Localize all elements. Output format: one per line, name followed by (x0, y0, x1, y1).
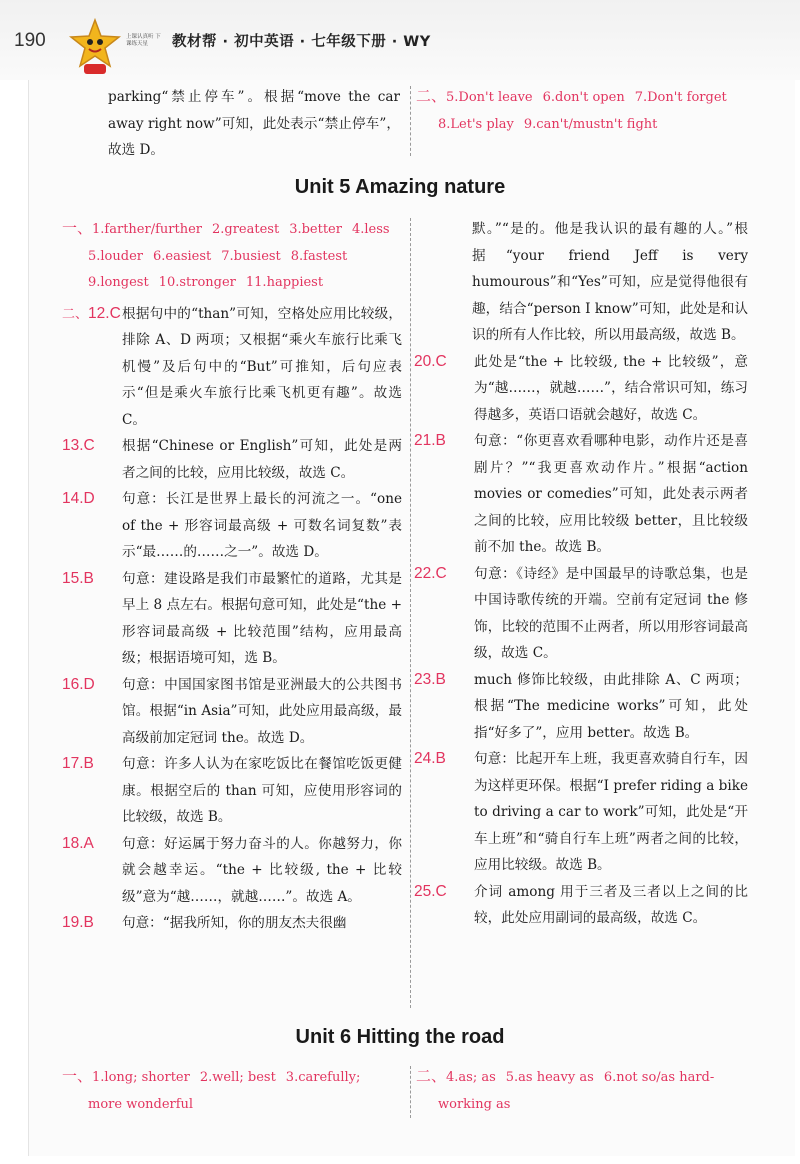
answer: 7.Don't forget (634, 90, 727, 105)
answer-item (414, 667, 748, 747)
item-number: 18.A (62, 834, 94, 852)
part-label: 一、 (62, 1068, 93, 1085)
answer-line (62, 270, 402, 297)
answer: 4.as; as (446, 1070, 496, 1085)
answer: 9.can't/mustn't fight (523, 116, 658, 132)
answer-line (62, 216, 402, 244)
answer: working as (438, 1096, 511, 1112)
answer-item (62, 672, 402, 752)
item-19-continuation: 默。”“是的。他是我认识的最有趣的人。”根据“your friend Jeff is very humourous”和“Yes”可知，应是觉得他很有趣，结合“person I know”可知，此处是和认识的所有人作比较，所以用最高级，故选 B。 (472, 221, 748, 343)
answer-item (62, 486, 402, 566)
answer-item (62, 831, 402, 911)
answer-item (414, 746, 748, 879)
answer: 5.louder (88, 248, 143, 264)
unit-5-left-column (62, 216, 402, 937)
answer-item (62, 566, 402, 672)
part-label: 二、 (416, 88, 447, 105)
answer: 5.as heavy as (505, 1070, 594, 1085)
answer: 6.easiest (153, 248, 212, 264)
item-explanation: 根据“Chinese or English”可知，此处是两者之间的比较，应用比较级，故选 C。 (122, 438, 402, 481)
column-divider (410, 86, 411, 156)
answer: 2.greatest (211, 222, 280, 237)
answer-item (62, 910, 402, 937)
answer: 3.better (289, 222, 342, 237)
logo-caption: 上课认真听 下课练天星 (126, 34, 161, 47)
answer-line (416, 1092, 756, 1119)
item-11-continuation: parking“禁止停车”。根据“move the car away right now”可知，此处表示“禁止停车”，故选 D。 (108, 89, 400, 158)
item-explanation: 句意：建设路是我们市最繁忙的道路，尤其是早上 8 点左右。根据句意可知，此处是“the + 形容词最高级 + 比较范围”结构，应用最高级；根据语境可知，选 B。 (122, 570, 402, 666)
item-explanation: 句意：中国国家图书馆是亚洲最大的公共图书馆。根据“in Asia”可知，此处应用最高级，最高级前加定冠词 the。故选 D。 (122, 676, 402, 746)
answer-line (416, 112, 766, 139)
item-number: 14.D (62, 490, 95, 507)
answer-line (62, 244, 402, 271)
answer: 7.busiest (221, 248, 281, 264)
answer: 1.long; shorter (92, 1070, 190, 1085)
top-right-answers (416, 84, 766, 138)
answer-item (62, 751, 402, 831)
answer-item (414, 879, 748, 932)
answer-line (62, 1092, 402, 1119)
part-label: 一、 (62, 220, 93, 237)
item-number: 15.B (62, 569, 94, 587)
item-explanation: 句意：《诗经》是中国最早的诗歌总集，也是中国诗歌传统的开端。空前有定冠词 the 修饰，比较的范围不止两者，所以用形容词最高级，故选 C。 (474, 565, 748, 661)
unit-6-part-2 (416, 1064, 756, 1118)
item-number: 22.C (414, 564, 447, 582)
answer-item (414, 349, 748, 429)
answer: 10.stronger (158, 275, 236, 290)
column-divider (410, 218, 411, 1008)
item-number: 二、12.C (62, 304, 121, 322)
unit-5-right-column (414, 216, 748, 932)
item-explanation: 句意：好运属于努力奋斗的人。你越努力，你就会越幸运。“the + 比较级, the + 比较级”意为“越……，就越……”。故选 A。 (122, 835, 402, 905)
unit-6-part-1 (62, 1064, 402, 1118)
item-number: 20.C (414, 352, 447, 370)
answer: 2.well; best (199, 1070, 276, 1085)
item-explanation: much 修饰比较级，由此排除 A、C 两项；根据“The medicine works”可知，此处指“好多了”，应用 better。故选 B。 (474, 671, 748, 741)
answer: 11.happiest (245, 275, 324, 290)
item-explanation: 根据句中的“than”可知，空格处应用比较级，排除 A、D 两项；又根据“乘火车旅行比乘飞机慢”及后句中的“But”可推知，后句应表示“但是乘火车旅行比乘飞机更有趣”。故选 C。 (122, 305, 402, 428)
item-explanation: 句意：“你更喜欢看哪种电影，动作片还是喜剧片？”“我更喜欢动作片。”根据“action movies or comedies”可知，此处表示两者之间的比较，应用比较级 better，且比较级前不加 the。故选 B。 (474, 433, 748, 555)
item-number: 13.C (62, 437, 95, 454)
answer-line (416, 1064, 756, 1092)
answer: 8.fastest (290, 248, 348, 264)
item-number: 16.D (62, 675, 95, 693)
answer: 5.Don't leave (446, 90, 533, 105)
answer-item (62, 433, 402, 486)
item-number: 19.B (62, 914, 94, 931)
item-explanation: 句意：比起开车上班，我更喜欢骑自行车，因为这样更环保。根据“I prefer riding a bike to driving a car to work”可知，此处是“开车上班”和“骑自行车上班”两者之间的比较，应用比较级。故选 B。 (474, 751, 748, 873)
page-number: 190 (14, 30, 46, 51)
answer-item (62, 301, 402, 434)
unit-5-title: Unit 5 Amazing nature (294, 176, 506, 198)
answer-line (416, 84, 766, 112)
item-number: 23.B (414, 670, 446, 688)
answer: 8.Let's play (438, 116, 514, 132)
item-number: 25.C (414, 882, 447, 900)
column-divider (410, 1066, 411, 1118)
item-number: 24.B (414, 750, 446, 767)
answer: more wonderful (88, 1096, 194, 1112)
item-explanation: 句意：“据我所知，你的朋友杰夫很幽 (122, 915, 347, 931)
answer: 6.not so/as hard- (603, 1070, 715, 1085)
part-label: 二、 (416, 1068, 447, 1085)
answer-item (414, 561, 748, 667)
top-left-column (108, 84, 400, 164)
answer-item (414, 428, 748, 561)
unit-5-part-1 (62, 216, 402, 297)
answer: 4.less (351, 222, 390, 237)
item-number: 21.B (414, 432, 446, 449)
answer: 6.don't open (542, 90, 625, 105)
answer-line (62, 1064, 402, 1092)
book-title: 教材帮 · 初中英语 · 七年级下册 · WY (172, 34, 431, 50)
item-explanation: 此处是“the + 比较级, the + 比较级”，意为“越……，就越……”，结合常识可知，练习得越多，英语口语就会越好，故选 C。 (474, 353, 748, 423)
unit-6-title: Unit 6 Hitting the road (295, 1026, 505, 1048)
answer: 3.carefully; (285, 1070, 361, 1085)
answer: 1.farther/further (92, 222, 202, 237)
item-explanation: 句意：长江是世界上最长的河流之一。“one of the + 形容词最高级 + 可数名词复数”表示“最……的……之一”。故选 D。 (122, 491, 402, 560)
item-number: 17.B (62, 755, 94, 772)
answer: 9.longest (88, 275, 149, 290)
item-explanation: 介词 among 用于三者及三者以上之间的比较，此处应用副词的最高级，故选 C。 (474, 883, 748, 926)
item-explanation: 句意：许多人认为在家吃饭比在餐馆吃饭更健康。根据空后的 than 可知，应使用形容词的比较级，故选 B。 (122, 756, 402, 825)
